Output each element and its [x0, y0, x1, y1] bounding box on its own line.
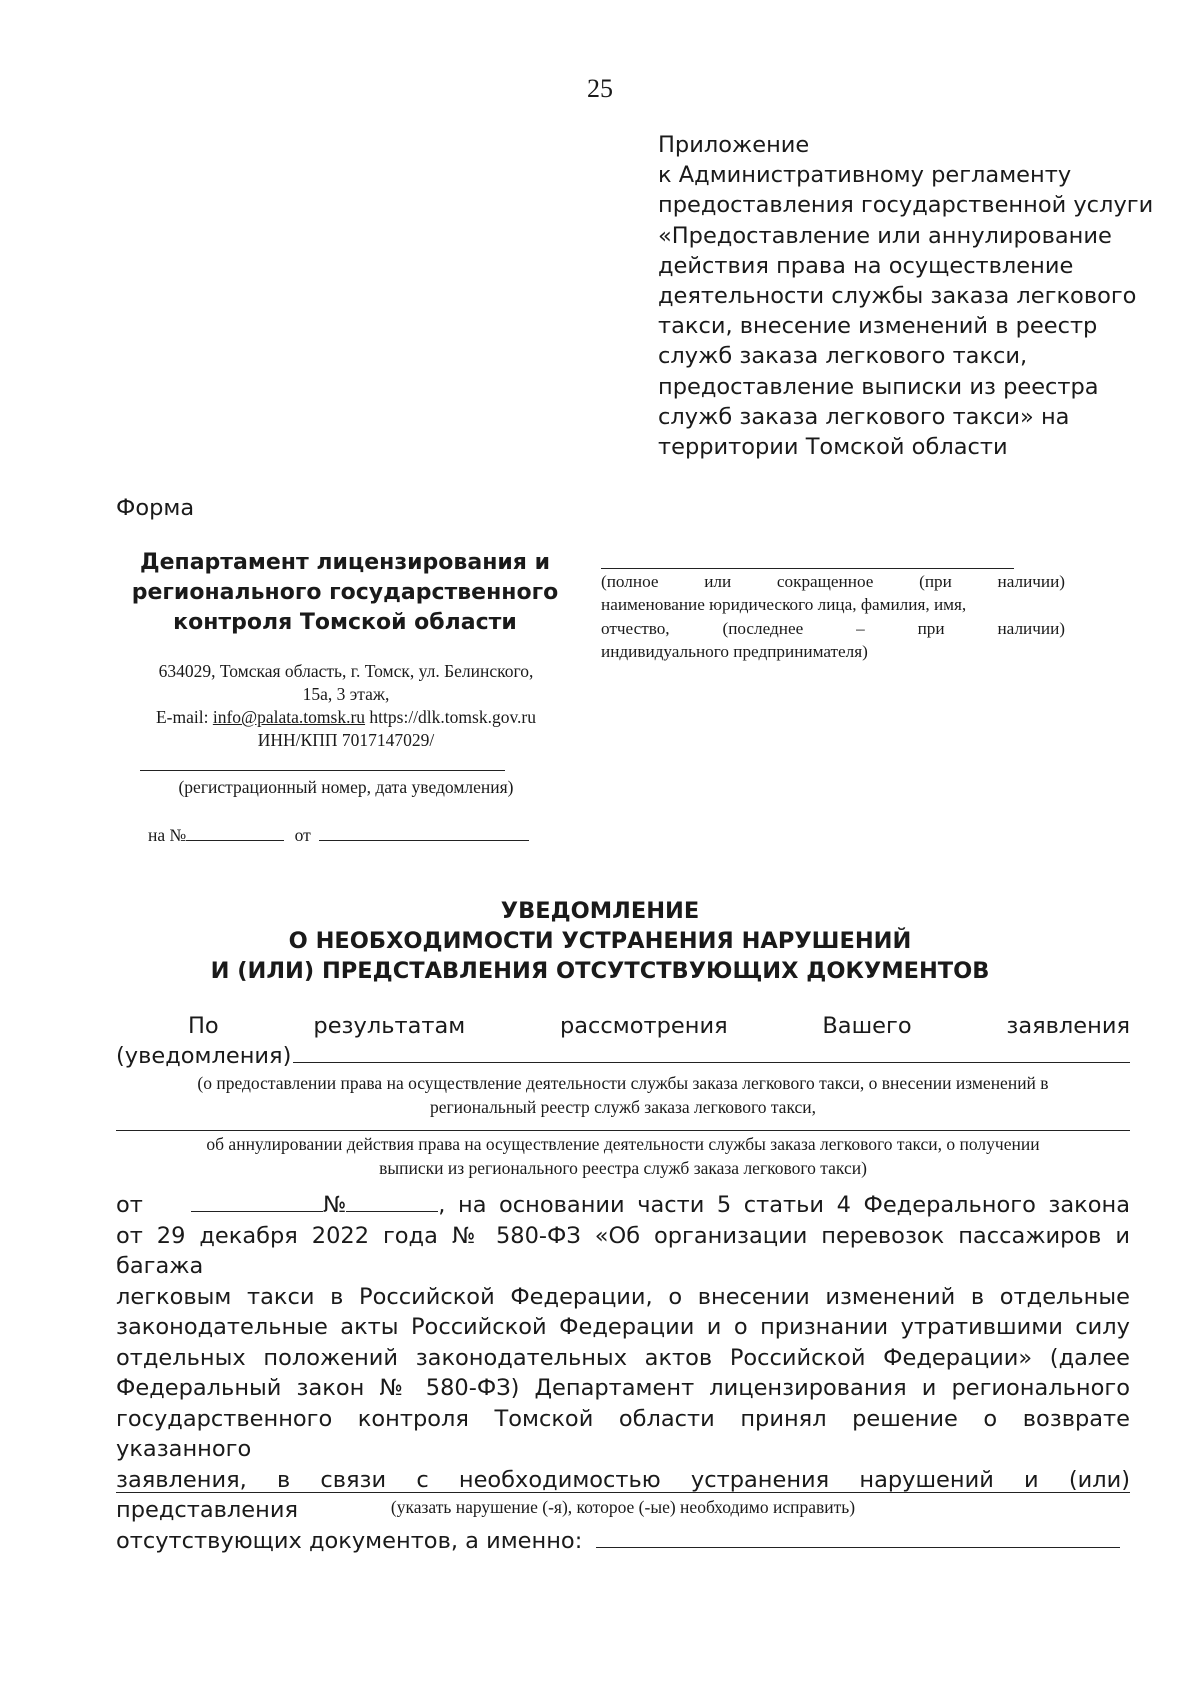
main-line: Федеральный закон № 580-ФЗ) Департамент лицензирования и регионального — [116, 1375, 1130, 1401]
appendix-line: предоставления государственной услуги — [658, 192, 1154, 219]
recipient-caption-line: индивидуального предпринимателя) — [601, 641, 868, 661]
email-label: E-mail: — [155, 707, 209, 727]
main-line: государственного контроля Томской области принял решение о возврате указанного — [116, 1405, 1130, 1462]
violations-field-2[interactable] — [116, 1492, 1130, 1493]
appendix-line: к Административному регламенту — [658, 162, 1072, 189]
inn-kpp: ИНН/КПП 7017147029/ — [257, 730, 435, 750]
address-line: 15а, 3 этаж, — [302, 684, 390, 704]
department-address — [116, 660, 576, 752]
hint-line: об аннулировании действия права на осуществление деятельности службы заказа легкового такси, о получении — [206, 1134, 1040, 1154]
application-date-field[interactable] — [191, 1191, 323, 1212]
main-line: от 29 декабря 2022 года № 580-ФЗ «Об организации перевозок пассажиров и багажа — [116, 1222, 1130, 1279]
caption-word: при — [917, 618, 945, 638]
main-line: заявления, в связи с необходимостью устранения нарушений и (или) представления — [116, 1466, 1130, 1523]
caption-word: отчество, — [601, 618, 670, 638]
caption-word: наличии) — [997, 618, 1065, 638]
reference-number-field[interactable] — [186, 824, 284, 841]
main-text: отсутствующих документов, а именно: — [116, 1527, 583, 1554]
recipient-caption-line — [601, 617, 1065, 640]
intro-line-2 — [116, 1041, 1130, 1071]
intro-word: (уведомления) — [116, 1043, 292, 1069]
registration-number-field[interactable] — [140, 770, 505, 771]
department-name-line: регионального государственного — [131, 580, 559, 605]
violation-caption: (указать нарушение (-я), которое (-ые) необходимо исправить) — [390, 1497, 856, 1517]
application-number-field[interactable] — [346, 1191, 438, 1212]
number-label: № — [322, 1192, 347, 1218]
appendix-line: «Предоставление или аннулирование — [658, 222, 1112, 249]
hint-line: (о предоставлении права на осуществление деятельности службы заказа легкового такси, о внесении изменений в — [197, 1073, 1049, 1093]
department-name-line: Департамент лицензирования и — [139, 550, 551, 575]
email-link[interactable]: info@palata.tomsk.ru — [212, 707, 366, 727]
violations-field[interactable] — [596, 1527, 1120, 1548]
intro-paragraph — [116, 1011, 1130, 1071]
main-line: законодательные акты Российской Федерации и о признании утратившими силу — [116, 1314, 1130, 1340]
caption-word: сокращенное — [776, 572, 874, 591]
appendix-line: служб заказа легкового такси, — [658, 343, 1028, 370]
intro-line: По результатам рассмотрения Вашего заявления — [188, 1013, 1130, 1039]
application-type-field[interactable] — [293, 1042, 1130, 1063]
appendix-header — [658, 130, 1154, 462]
appendix-line: такси, внесение изменений в реестр — [658, 313, 1098, 340]
caption-word: (последнее — [722, 618, 804, 638]
caption-word: (полное — [601, 572, 659, 591]
appendix-line: служб заказа легкового такси» на — [658, 403, 1070, 430]
document-heading — [0, 896, 1200, 986]
reference-date-label: от — [294, 825, 311, 845]
heading-line: УВЕДОМЛЕНИЕ — [500, 898, 700, 924]
caption-word: или — [704, 572, 732, 591]
appendix-line: Приложение — [658, 132, 810, 158]
registration-caption: (регистрационный номер, дата уведомления) — [178, 777, 514, 797]
website-text: https://dlk.tomsk.gov.ru — [369, 707, 537, 727]
contacts-line — [116, 706, 576, 729]
main-text: , на основании части 5 статьи 4 Федерального закона — [438, 1192, 1130, 1218]
reference-number-label: на № — [148, 825, 187, 845]
recipient-caption — [601, 570, 1065, 663]
appendix-line: территории Томской области — [658, 434, 1008, 461]
appendix-line: действия права на осуществление — [658, 252, 1074, 279]
hint-line: выписки из регионального реестра служб заказа легкового такси) — [379, 1157, 867, 1178]
recipient-caption-line — [601, 570, 1065, 593]
application-type-hint-2 — [116, 1133, 1130, 1180]
main-line-first — [116, 1190, 1130, 1221]
caption-word: – — [856, 618, 865, 638]
main-line: легковым такси в Российской Федерации, о внесении изменений в отдельные — [116, 1283, 1130, 1310]
date-label: от — [116, 1192, 143, 1218]
main-line: отдельных положений законодательных актов Российской Федерации» (далее — [116, 1344, 1130, 1371]
caption-word: наличии) — [997, 572, 1066, 591]
form-label: Форма — [116, 495, 195, 521]
hint-line: региональный реестр служб заказа легкового такси, — [429, 1096, 817, 1117]
recipient-caption-line: наименование юридического лица, фамилия, имя, — [601, 595, 967, 615]
reference-date-field[interactable] — [319, 824, 529, 841]
reference-row — [148, 824, 529, 846]
heading-line: О НЕОБХОДИМОСТИ УСТРАНЕНИЯ НАРУШЕНИЙ — [288, 928, 912, 954]
appendix-line: предоставление выписки из реестра — [658, 373, 1099, 400]
heading-line: И (ИЛИ) ПРЕДСТАВЛЕНИЯ ОТСУТСТВУЮЩИХ ДОКУМЕНТОВ — [210, 958, 990, 984]
department-name-line: контроля Томской области — [173, 610, 517, 635]
page-number: 25 — [587, 74, 613, 103]
caption-word: (при — [919, 572, 952, 591]
address-line: 634029, Томская область, г. Томск, ул. Белинского, — [158, 661, 534, 681]
recipient-name-field[interactable] — [601, 568, 1014, 569]
main-line-last — [116, 1526, 1130, 1557]
appendix-line: деятельности службы заказа легкового — [658, 283, 1137, 310]
application-type-field-2[interactable] — [116, 1130, 1130, 1131]
department-name — [120, 548, 570, 638]
application-type-hint-1 — [116, 1072, 1130, 1119]
